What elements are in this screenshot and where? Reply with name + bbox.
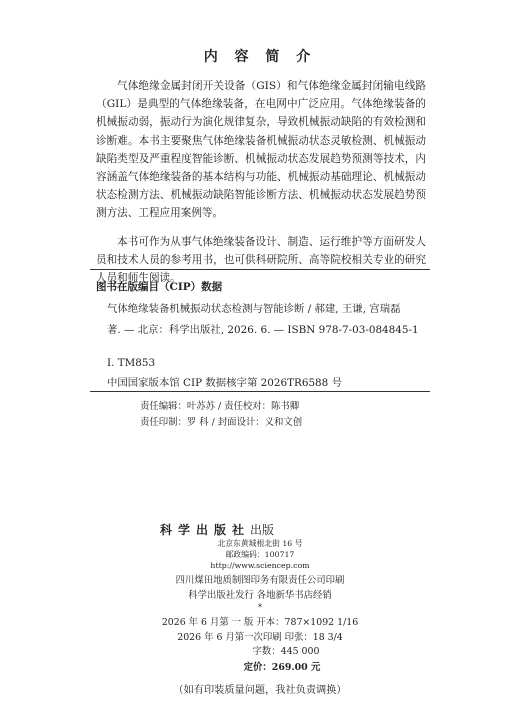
price: 定价：269.00 元	[243, 662, 321, 673]
word-count: 字数：445 000	[252, 646, 320, 657]
publisher-name	[160, 521, 274, 538]
cip-line-2: 著. — 北京：科学出版社, 2026. 6. — ISBN 978-7-03-084845-1	[107, 324, 419, 336]
page-title: 内 容 简 介	[203, 49, 317, 65]
print-design-credits: 责任印制：罗 科 / 封面设计：义和文创	[140, 417, 303, 428]
printer-line: 四川煤田地质制图印务有限责任公司印刷	[175, 575, 345, 586]
cip-line-4: 中国国家版本馆 CIP 数据核字第 2026TR6588 号	[107, 377, 342, 389]
intro-paragraph-1: 气体绝缘金属封闭开关设备（GIS）和气体绝缘金属封闭输电线路（GIL）是典型的气体绝缘装备，在电网中广泛应用。气体绝缘装备的机械振动弱，振动行为演化规律复杂，导致机械振动缺陷的有效检测和诊断难。本书主要聚焦气体绝缘装备机械振动状态灵敏检测、机械振动缺陷类型及严重程度智能诊断、机械振动状态发展趋势预测等技术，内容涵盖气体绝缘装备的基本结构与功能、机械振动基础理论、机械振动状态检测方法、机械振动缺陷智能诊断方法、机械振动状态发展趋势预测方法、工程应用案例等。	[96, 80, 426, 220]
edition-line: 2026 年 6 月第 一 版 开本：787×1092 1/16	[161, 617, 359, 628]
cip-bottom-rule	[90, 391, 430, 392]
publisher-postcode: 邮政编码：100717	[225, 550, 295, 559]
publisher-address: 北京东黄城根北街 16 号	[217, 539, 303, 548]
editor-credits: 责任编辑：叶苏苏 / 责任校对：陈书卿	[140, 401, 300, 412]
cip-top-rule	[90, 269, 430, 270]
distribution-line: 科学出版社发行 各地新华书店经销	[188, 590, 332, 601]
separator-star: *	[258, 603, 262, 612]
printing-line: 2026 年 6 月第一次印刷 印张：18 3/4	[177, 632, 343, 643]
cip-line-3: Ⅰ. TM853	[107, 357, 156, 369]
publisher-suffix: 出版	[250, 523, 275, 537]
cip-title: 图书在版编目（CIP）数据	[96, 281, 223, 293]
quality-notice: （如有印装质量问题，我社负责调换）	[173, 685, 347, 696]
cip-line-1: 气体绝缘装备机械振动状态检测与智能诊断 / 郝建, 王谦, 宫瑞磊	[107, 303, 401, 315]
publisher-website: http://www.sciencep.com	[210, 561, 310, 570]
intro-paragraph-2: 本书可作为从事气体绝缘装备设计、制造、运行维护等方面研发人员和技术人员的参考用书，也可供科研院所、高等院校相关专业的研究人员和师生阅读。	[96, 236, 426, 285]
publisher-name-text: 科学出版社	[160, 523, 251, 537]
